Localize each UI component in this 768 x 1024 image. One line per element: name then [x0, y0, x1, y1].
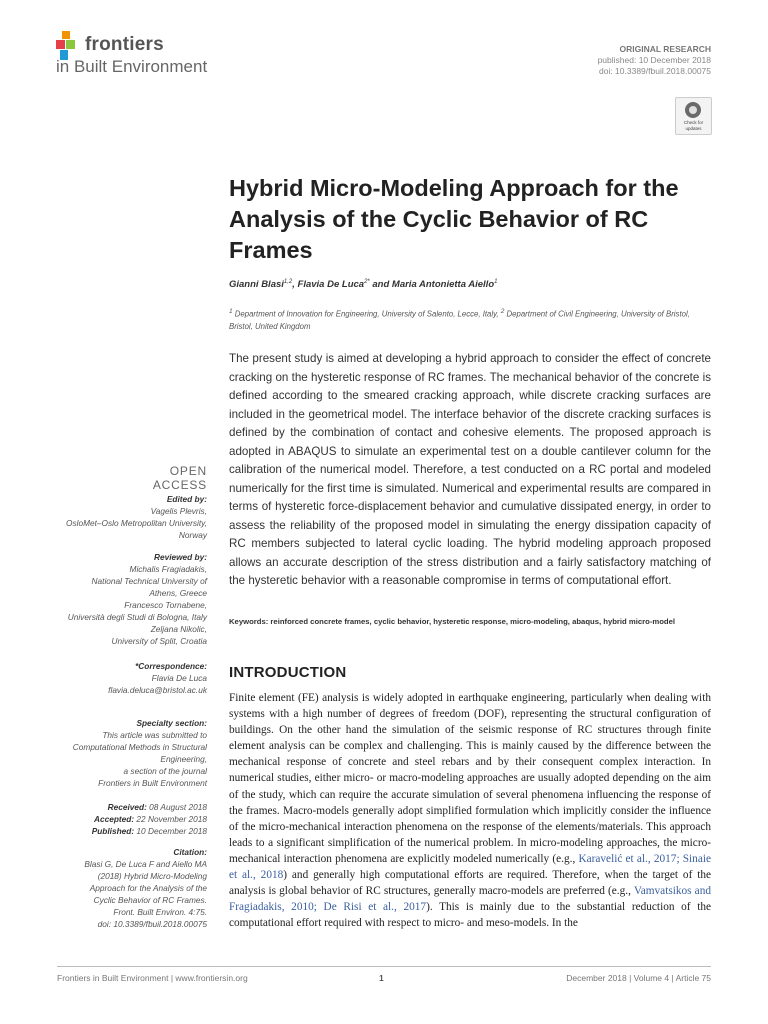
sidebar-line: Zeljana Nikolic, [150, 624, 207, 634]
sidebar-line: Engineering, [160, 754, 207, 764]
sidebar-line: Frontiers in Built Environment [98, 778, 207, 788]
open-access-label: OPEN ACCESS [152, 464, 207, 492]
correspondence-block [37, 660, 207, 696]
received-date [37, 801, 207, 813]
date-value: 10 December 2018 [134, 826, 207, 836]
sidebar-line: National Technical University of [91, 576, 207, 586]
article-meta [598, 44, 711, 77]
sidebar-line: (2018) Hybrid Micro-Modeling [97, 871, 207, 881]
affil-text: Department of Civil Engineering, University of Bristol, Bristol, United Kingdom [229, 309, 690, 332]
sidebar-heading: Specialty section: [136, 718, 207, 728]
date-label: Accepted: [94, 814, 135, 824]
date-label: Published: [91, 826, 135, 836]
citation-link[interactable]: Vamvatsikos and Fragiadakis, 2010; De Risi et al., 2017 [229, 885, 711, 914]
sidebar-line: Athens, Greece [149, 588, 207, 598]
citation-block [37, 846, 207, 930]
check-label-line2: updates [685, 125, 702, 131]
affil-text: Department of Innovation for Engineering, University of Salento, Lecce, Italy, [232, 309, 501, 319]
citation-doi-link[interactable]: doi: 10.3389/fbuil.2018.00075 [97, 919, 207, 929]
author-affil-sup: 1,2 [283, 279, 293, 285]
sidebar-line: a section of the journal [123, 766, 207, 776]
author-name[interactable]: Flavia De Luca [297, 279, 365, 291]
intro-paragraph [229, 690, 711, 931]
accepted-date [37, 813, 207, 825]
affil-sup: 2 [500, 308, 505, 315]
author-affil-sup: 1 [494, 279, 498, 285]
edited-by-block [37, 493, 207, 541]
sidebar-line: Blasi G, De Luca F and Aiello MA [84, 859, 207, 869]
author-affil-sup: 2* [364, 279, 370, 285]
page-number: 1 [379, 973, 384, 983]
specialty-section-block [37, 717, 207, 789]
sidebar-line: Front. Built Environ. 4:75. [113, 907, 207, 917]
correspondence-email-link[interactable]: flavia.deluca@bristol.ac.uk [108, 685, 207, 695]
doi[interactable]: doi: 10.3389/fbuil.2018.00075 [598, 66, 711, 76]
check-for-updates-button[interactable] [675, 97, 712, 135]
citation-link[interactable]: Karavelić et al., 2017; Sinaie et al., 2018 [229, 852, 711, 882]
intro-text: ). This is mainly due to the substantial reduction of the computational effort required with respect to micro- and meso-models. In the [229, 901, 712, 930]
date-label: Received: [107, 802, 147, 812]
sidebar-line: Michalis Fragiadakis, [129, 564, 207, 574]
sidebar-line: Francesco Tornabene, [124, 600, 207, 610]
article-title: Hybrid Micro-Modeling Approach for the Analysis of the Cyclic Behavior of RC Frames [229, 175, 679, 263]
intro-text: Finite element (FE) analysis is widely adopted in earthquake engineering, particularly when dealing with systems with a high number of degrees of freedom (DOF), representing the structural configuration of buildings. On the other hand the simulation of the seismic response of RC structures through finite element analysis can be complex and challenging. This is mainly caused by the difference between the mechanical response of concrete and steel rebars and by their consequent complex interaction. In numerical studies, either micro- or macro-modeling approaches are usually adopted depending on the aim of the study, which can require the accurate simulation of several phenomena influencing the response of the frames. Macro-models generally adopt simplified formulation which implicitly consider the influence of the micro-mechanical interaction phenomena on the response of the elements/materials. This approach leads to a significant simplification of the numerical problem. In micro-modeling approaches, the micro-mechanical interaction phenomena are explicitly modeled numerically (e.g., [229, 692, 711, 865]
dates-block [37, 801, 207, 837]
authors [229, 279, 497, 290]
sidebar-heading: Citation: [173, 847, 207, 857]
date-value: 08 August 2018 [146, 802, 207, 812]
section-heading: INTRODUCTION [229, 664, 347, 681]
brand-name: frontiers [85, 34, 164, 55]
sidebar-line: OsloMet–Oslo Metropolitan University, [66, 518, 207, 528]
journal-name: in Built Environment [56, 57, 208, 76]
sidebar-line: Computational Methods in Structural [72, 742, 207, 752]
sidebar-line: Cyclic Behavior of RC Frames. [93, 895, 207, 905]
sidebar-heading: *Correspondence: [135, 661, 207, 671]
sidebar-heading: Reviewed by: [153, 552, 207, 562]
author-separator: , [292, 279, 298, 291]
footer-divider [57, 966, 711, 967]
check-updates-icon-inner [689, 106, 697, 114]
date-value: 22 November 2018 [134, 814, 207, 824]
author-name[interactable]: Maria Antonietta Aiello [391, 279, 495, 291]
published-date: published: 10 December 2018 [597, 55, 711, 65]
sidebar-line: University of Split, Croatia [111, 636, 207, 646]
author-separator: and [369, 279, 392, 291]
intro-text: ) and generally high computational efforts are required. Therefore, when the target of the analysis is global behavior of RC structures, generally macro-models are preferred (e.g., [229, 869, 711, 898]
affil-sup: 1 [229, 308, 233, 315]
sidebar-line: Flavia De Luca [151, 673, 207, 683]
abstract: The present study is aimed at developing a hybrid approach to consider the effect of concrete cracking on the hysteretic response of RC frames. The mechanical behavior of the concrete is defined according to the smeared cracking approach, while discrete cracking surfaces are included in the geometrical model. The interface behavior of the discrete cracking surfaces is defined by the combination of contact and cohesive elements. The proposed approach is adopted in ABAQUS to simulate an experimental test on a double cantilever column for the calibration of the numerical model. Therefore, a test conducted on a RC portal and modeled numerically for the first time is simulated. Numerical and experimental results are compared in terms of hysteretic force-displacement behavior and cumulative dissipated energy, in order to assess the reliability of the proposed model in simulating the energy dissipation capacity of RC members subjected to lateral cyclic loading. The hybrid modeling approach proposed allows an accurate description of the stress distribution and a fairly satisfactory matching of the hysteretic behavior with a reasonable compromise in terms of computational effort. [229, 352, 711, 587]
affiliations [229, 306, 711, 334]
published-date-sidebar [37, 825, 207, 837]
sidebar-line: Vagelis Plevris, [150, 506, 207, 516]
footer-issue-info: December 2018 | Volume 4 | Article 75 [566, 973, 711, 983]
sidebar-heading: Edited by: [166, 494, 207, 504]
keywords: Keywords: reinforced concrete frames, cyclic behavior, hysteretic response, micro-modeling, abaqus, hybrid micro-model [229, 617, 676, 626]
sidebar-line: Approach for the Analysis of the [89, 883, 207, 893]
check-label-line1: Check for [683, 120, 704, 125]
check-updates-label [676, 120, 711, 131]
author-name[interactable]: Gianni Blasi [229, 279, 284, 291]
article-type: ORIGINAL RESEARCH [619, 44, 711, 54]
sidebar-line: Norway [178, 530, 207, 540]
footer-journal-link[interactable]: Frontiers in Built Environment | www.frontiersin.org [57, 973, 248, 983]
sidebar-line: This article was submitted to [102, 730, 207, 740]
reviewed-by-block [37, 551, 207, 647]
sidebar-line: Università degli Studi di Bologna, Italy [67, 612, 207, 622]
